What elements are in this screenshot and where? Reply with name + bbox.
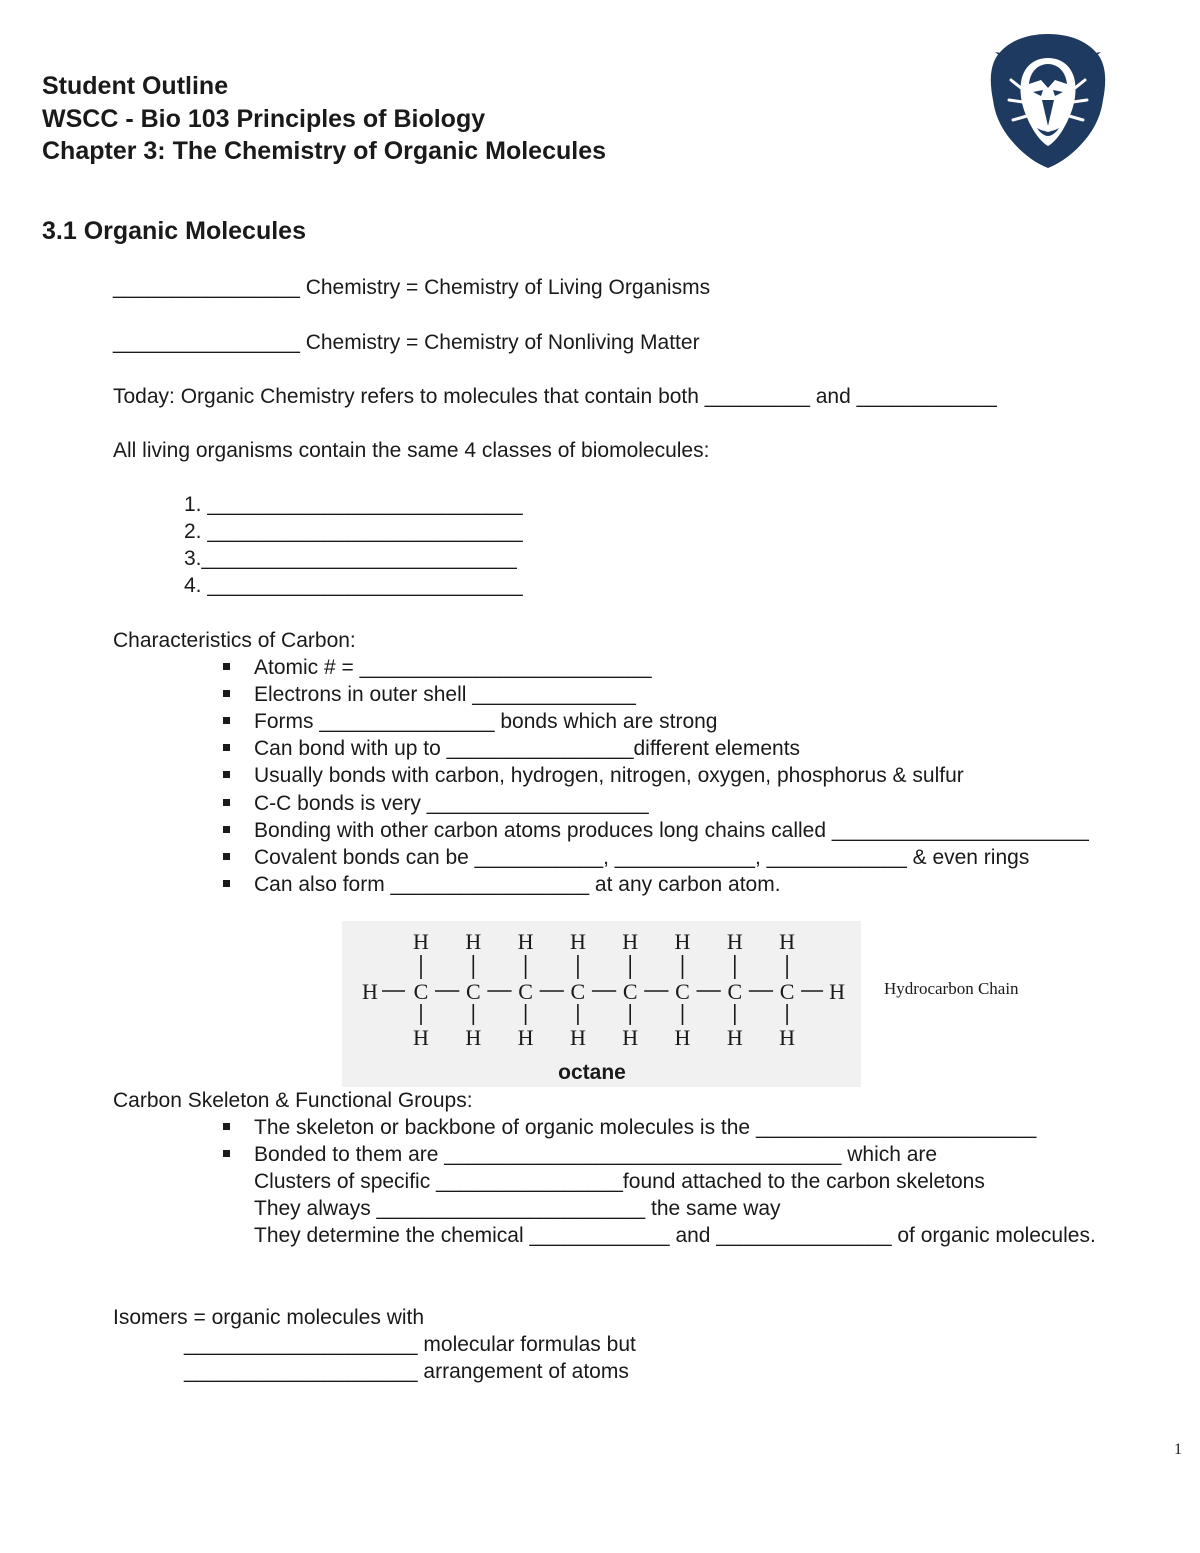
chapter-title: Chapter 3: The Chemistry of Organic Molecules	[42, 137, 607, 165]
section-title: 3.1 Organic Molecules	[42, 217, 306, 245]
skeleton-heading: Carbon Skeleton & Functional Groups:	[113, 1089, 473, 1112]
page-number: 1	[1174, 1441, 1182, 1458]
bullet-square-icon	[223, 799, 230, 806]
list-item	[223, 871, 781, 898]
molecule-name-label: octane	[558, 1061, 626, 1084]
bullet-text: Electrons in outer shell ______________	[254, 683, 636, 706]
hydrogen-atom: H	[622, 1025, 639, 1050]
carbon-atom: C	[413, 979, 429, 1004]
bullet-square-icon	[223, 1123, 230, 1130]
figure-caption: Hydrocarbon Chain	[884, 979, 1019, 998]
hydrogen-atom: H	[779, 929, 796, 954]
lion-head-logo-icon	[985, 30, 1111, 170]
carbon-atom: C	[465, 979, 481, 1004]
bullet-square-icon	[223, 1150, 230, 1157]
bullet-text: Bonded to them are __________________________________ which are	[254, 1143, 938, 1166]
list-item	[223, 817, 1089, 844]
hydrogen-atom: H	[465, 1025, 482, 1050]
list-item	[223, 1141, 937, 1168]
carbon-atom: C	[727, 979, 743, 1004]
hydrogen-atom: H	[517, 929, 534, 954]
hydrogen-atom: H	[779, 1025, 796, 1050]
bullet-text: Atomic # = _________________________	[254, 656, 652, 679]
hydrogen-atom: H	[362, 979, 378, 1004]
carbon-atom: C	[622, 979, 638, 1004]
bullet-square-icon	[223, 744, 230, 751]
list-item	[223, 681, 636, 708]
octane-structure-figure	[342, 921, 861, 1087]
hydrogen-atom: H	[569, 929, 586, 954]
bullet-square-icon	[223, 880, 230, 887]
carbon-atom: C	[518, 979, 533, 1004]
hydrogen-atom: H	[674, 929, 691, 954]
isomers-line: ____________________ molecular formulas but	[184, 1333, 636, 1356]
hydrogen-atom: H	[413, 1025, 429, 1050]
sub-line: They determine the chemical ____________ and _______________ of organic molecules.	[254, 1224, 1096, 1247]
octane-structure-diagram	[342, 921, 861, 1087]
bullet-text: C-C bonds is very ___________________	[254, 792, 649, 815]
bullet-square-icon	[223, 771, 230, 778]
list-item: 3.___________________________	[184, 547, 517, 570]
list-item	[223, 708, 717, 735]
bullet-square-icon	[223, 826, 230, 833]
hydrogen-atom: H	[622, 929, 639, 954]
carbon-atom: C	[675, 979, 690, 1004]
course-title: WSCC - Bio 103 Principles of Biology	[42, 105, 486, 133]
hydrogen-atom: H	[569, 1025, 586, 1050]
list-item	[223, 790, 649, 817]
organic-chemistry-line: ________________ Chemistry = Chemistry of Living Organisms	[113, 276, 711, 299]
list-item	[223, 654, 652, 681]
hydrogen-atom: H	[726, 929, 743, 954]
isomers-line: ____________________ arrangement of atoms	[184, 1360, 629, 1383]
bullet-text: Bonding with other carbon atoms produces long chains called ______________________	[254, 819, 1089, 842]
carbon-heading: Characteristics of Carbon:	[113, 629, 356, 652]
today-definition-line: Today: Organic Chemistry refers to molecules that contain both _________ and ____________	[113, 385, 997, 408]
carbon-atom: C	[779, 979, 795, 1004]
bullet-text: Can also form _________________ at any carbon atom.	[254, 873, 781, 896]
bullet-square-icon	[223, 717, 230, 724]
bullet-text: Forms _______________ bonds which are strong	[254, 710, 718, 733]
hydrogen-atom: H	[726, 1025, 743, 1050]
sub-line: They always _______________________ the same way	[254, 1197, 781, 1220]
list-item	[223, 844, 1029, 871]
sub-line: Clusters of specific ________________found attached to the carbon skeletons	[254, 1170, 985, 1193]
hydrogen-atom: H	[517, 1025, 534, 1050]
list-item	[223, 1114, 1036, 1141]
outline-title: Student Outline	[42, 72, 229, 100]
bullet-text: The skeleton or backbone of organic molecules is the ________________________	[254, 1116, 1037, 1139]
list-item	[223, 735, 800, 762]
bullet-text: Covalent bonds can be ___________, ____________, ____________ & even rings	[254, 846, 1030, 869]
isomers-line: Isomers = organic molecules with	[113, 1306, 425, 1329]
list-item: 2. ___________________________	[184, 520, 523, 543]
hydrogen-atom: H	[674, 1025, 691, 1050]
hydrogen-atom: H	[829, 979, 846, 1004]
bullet-square-icon	[223, 853, 230, 860]
list-item	[223, 762, 964, 789]
biomolecule-classes-line: All living organisms contain the same 4 classes of biomolecules:	[113, 439, 710, 462]
list-item: 1. ___________________________	[184, 493, 523, 516]
bullet-square-icon	[223, 690, 230, 697]
bullet-square-icon	[223, 663, 230, 670]
hydrogen-atom: H	[413, 929, 429, 954]
list-item: 4. ___________________________	[184, 574, 523, 597]
bullet-text: Usually bonds with carbon, hydrogen, nitrogen, oxygen, phosphorus & sulfur	[254, 764, 964, 787]
hydrogen-atom: H	[465, 929, 482, 954]
bullet-text: Can bond with up to ________________different elements	[254, 737, 801, 760]
inorganic-chemistry-line: ________________ Chemistry = Chemistry of Nonliving Matter	[113, 331, 700, 354]
carbon-atom: C	[570, 979, 586, 1004]
